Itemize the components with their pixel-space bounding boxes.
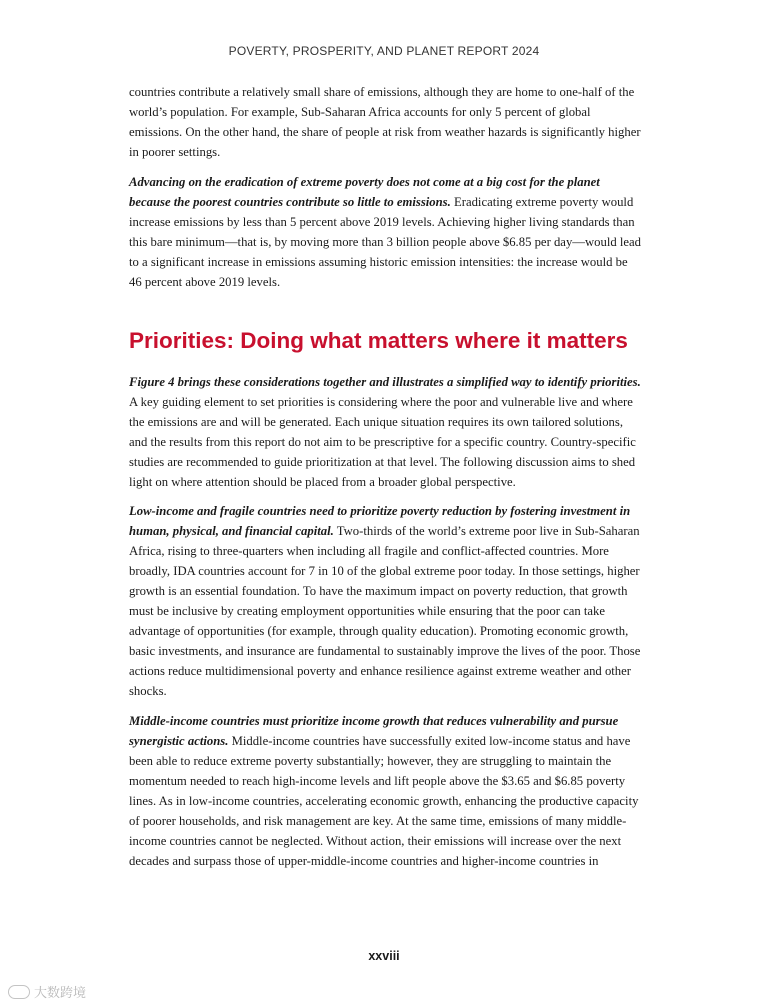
watermark <box>8 982 86 1001</box>
paragraph-text: countries contribute a relatively small share of emissions, although they are home to one-half of the world’s population. For example, Sub-Saharan Africa accounts for only 5 percent of global emissions. On the other hand, the share of people at risk from weather hazards is significantly higher in poorer settings. <box>129 85 641 159</box>
paragraph-text: A key guiding element to set priorities is considering where the poor and vulnerable live and where the emissions are and will be generated. Each unique situation requires its own tailored solutions, and the results from this report do not aim to be prescriptive for a specific country. Country-specific studies are recommended to guide prioritization at that level. The following discussion aims to shed light on where attention should be placed from a broader global perspective. <box>129 394 636 489</box>
paragraph-lead: Advancing on the eradication of extreme poverty does not come at a big cost for the planet because the poorest countries contribute so little to emissions. <box>129 174 600 209</box>
page-number: xxviii <box>368 949 400 963</box>
running-header: POVERTY, PROSPERITY, AND PLANET REPORT 2024 <box>228 44 540 58</box>
page-body <box>129 82 641 880</box>
paragraph-lead: Middle-income countries must prioritize income growth that reduces vulnerability and pursue synergistic actions. <box>129 713 619 748</box>
paragraph-middle-income <box>129 711 641 871</box>
watermark-logo-icon <box>8 985 30 999</box>
paragraph-text: Eradicating extreme poverty would increase emissions by less than 5 percent above 2019 levels. Achieving higher living standards than this bare minimum—that is, by moving more than 3 billion people above $6.85 per day—would lead to a significant increase in emissions assuming historic emission intensities: the increase would be 46 percent above 2019 levels. <box>129 194 641 289</box>
watermark-text: 大数跨境 <box>34 986 87 1001</box>
paragraph-lead: Low-income and fragile countries need to prioritize poverty reduction by fostering investment in human, physical, and financial capital. <box>129 504 631 538</box>
paragraph-low-income <box>129 501 641 701</box>
paragraph-eradication-cost <box>129 172 641 292</box>
paragraph-text: Middle-income countries have successfully exited low-income status and have been able to reduce extreme poverty substantially; however, they are struggling to maintain the momentum needed to reach high-income levels and lift people above the $3.65 and $6.85 poverty lines. As in low-income countries, accelerating economic growth, enhancing the productive capacity of poorer households, and risk management are key. At the same time, emissions of many middle-income countries cannot be neglected. Without action, their emissions will increase over the next decades and surpass those of upper-middle-income countries and higher-income countries in <box>129 733 639 868</box>
paragraph-figure-4 <box>129 372 641 492</box>
section-heading: Priorities: Doing what matters where it matters <box>129 327 628 353</box>
paragraph-emissions-share <box>129 82 641 162</box>
paragraph-lead: Figure 4 brings these considerations together and illustrates a simplified way to identify priorities. <box>129 374 641 389</box>
paragraph-text: Two-thirds of the world’s extreme poor live in Sub-Saharan Africa, rising to three-quarters when including all fragile and conflict-affected countries. More broadly, IDA countries account for 7 in 10 of the global extreme poor today. In those settings, higher growth is an essential foundation. To have the maximum impact on poverty reduction, that growth must be inclusive by creating employment opportunities while ensuring that the poor can take advantage of opportunities (for example, through quality education). Promoting economic growth, basic investments, and insurance are fundamental to sustainably improve the lives of the poor. Those actions reduce multidimensional poverty and enhance resilience against extreme weather and other shocks. <box>129 524 641 698</box>
